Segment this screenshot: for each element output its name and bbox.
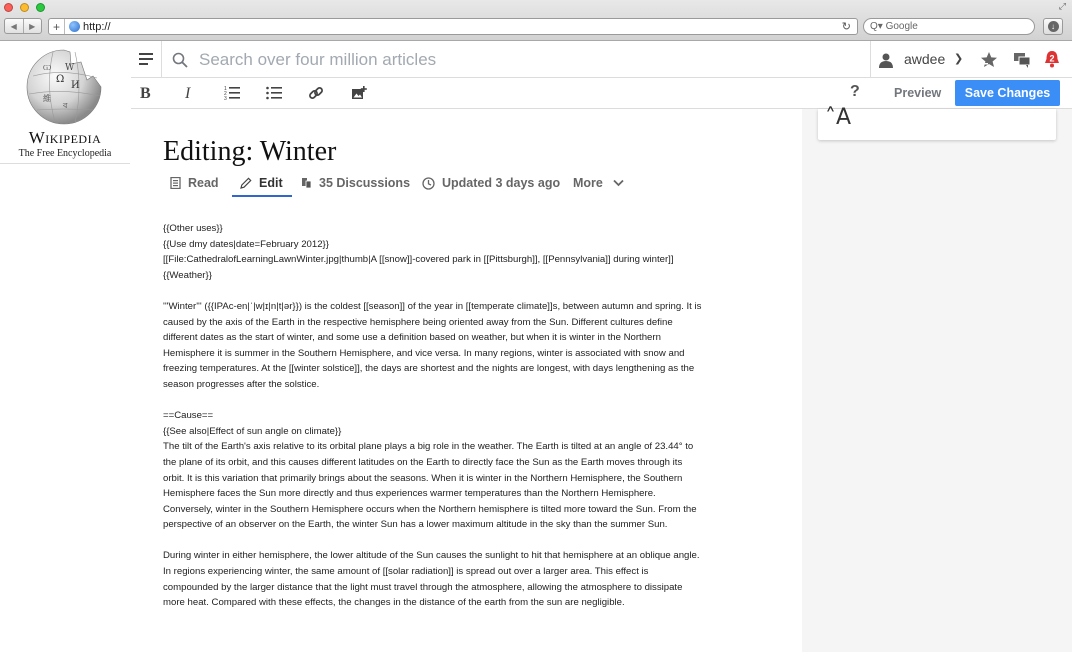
close-window-button[interactable] — [4, 3, 13, 12]
minimize-window-button[interactable] — [20, 3, 29, 12]
preview-button[interactable]: Preview — [894, 86, 942, 100]
header-divider — [161, 41, 162, 78]
wikitext-paragraph: ==Cause== {{See also|Effect of sun angle on climate}} The tilt of the Earth's axis relative to its orbital plane plays a big role in the weather. The Earth is tilted at an angle of 23.44° to the plane of its orbit, and this causes different latitudes on the Earth to directly face the Sun as the Earth moves through its orbit. It is this variation that primarily brings about the seasons. When it is winter in the Northern Hemisphere, the Southern Hemisphere faces the Sun more directly and thus experiences warmer temperatures than the Northern Hemisphere. Conversely, winter in the Southern Hemisphere occurs when the Northern hemisphere is tilted more toward the Sun. From the perspective of an observer on the Earth, the winter Sun has a lower maximum altitude in the sky than the summer Sun. — [163, 410, 697, 531]
svg-text:W: W — [65, 63, 75, 73]
svg-text:2: 2 — [1049, 53, 1055, 64]
address-bar[interactable] — [48, 18, 858, 35]
chevron-down-icon[interactable]: ❯ — [954, 52, 964, 65]
history-buttons — [4, 18, 42, 34]
language-card[interactable] — [818, 105, 1056, 140]
zoom-window-button[interactable] — [36, 3, 45, 12]
language-icon: ˄A — [825, 105, 852, 130]
help-button[interactable]: ? — [850, 83, 860, 100]
wikitext-paragraph: {{Other uses}} {{Use dmy dates|date=February 2012}} [[File:CathedralofLearningLawnWinter.jpg|thumb|A [[snow]]-covered park in [[Pittsburgh]], [[Pennsylvania]] during winter]] {{Weather}} — [163, 223, 674, 281]
edit-toolbar — [131, 78, 1072, 109]
right-sidebar — [802, 109, 1072, 652]
italic-button[interactable]: I — [185, 85, 191, 102]
bold-button[interactable]: B — [140, 85, 151, 102]
svg-text:ব: ব — [63, 101, 68, 110]
wikitext-editor[interactable] — [163, 221, 703, 652]
header-divider — [870, 41, 871, 78]
url-text[interactable]: http:// — [83, 20, 111, 33]
svg-text:維: 維 — [43, 94, 51, 103]
svg-text:И: И — [71, 80, 80, 91]
download-icon: ↓ — [1048, 21, 1059, 32]
svg-text:3: 3 — [224, 96, 227, 101]
svg-text:Ω: Ω — [56, 74, 65, 85]
search-input[interactable] — [199, 48, 759, 72]
read-icon — [170, 177, 181, 189]
downloads-button[interactable] — [1043, 18, 1063, 35]
insert-image-icon[interactable] — [351, 85, 367, 101]
wikipedia-wordmark: Wikipedia — [28, 128, 102, 147]
talk-icon[interactable] — [1013, 51, 1031, 69]
tab-read[interactable]: Read — [170, 176, 219, 190]
tab-more[interactable]: More — [573, 176, 631, 190]
wikipedia-tagline: The Free Encyclopedia — [18, 148, 112, 159]
chevron-down-icon — [613, 179, 624, 187]
clock-icon — [422, 177, 435, 190]
back-button[interactable]: ◀ — [10, 21, 17, 31]
pencil-icon — [240, 177, 252, 189]
notifications-badge-icon[interactable] — [1043, 50, 1061, 68]
save-changes-button[interactable]: Save Changes — [955, 80, 1060, 106]
tab-history[interactable]: Updated 3 days ago — [422, 176, 560, 190]
numbered-list-icon[interactable] — [224, 85, 240, 101]
active-tab-underline — [232, 195, 292, 197]
puzzle-globe-icon — [23, 46, 105, 128]
wikitext-paragraph: During winter in either hemisphere, the lower altitude of the Sun causes the sunlight to hit that hemisphere at an oblique angle. In regions experiencing winter, the same amount of [[solar radiation]] is spread out over a larger area. This effect is compounded by the larger distance that the light must travel through the atmosphere, allowing the atmosphere to dissipate more heat. Compared with these effects, the changes in the distance of the earth from the sun are negligible. — [163, 550, 700, 609]
browser-toolbar — [0, 0, 1072, 41]
fullscreen-icon[interactable]: ⤢ — [1058, 2, 1066, 12]
svg-text:1: 1 — [224, 86, 227, 92]
reload-icon[interactable]: ↻ — [841, 20, 851, 33]
menu-icon[interactable] — [139, 53, 153, 66]
page-title: Editing: Winter — [163, 136, 337, 167]
header-bar — [131, 41, 1072, 78]
watchlist-icon[interactable] — [980, 51, 998, 69]
forward-button[interactable]: ▶ — [23, 19, 42, 33]
user-icon[interactable] — [878, 52, 894, 68]
wikitext-paragraph: '''Winter''' ({{IPAc-en|ˈ|w|ɪ|n|t|ər}}) is the coldest [[season]] of the year in [[temperate climate]]s, between autumn and spring. It is caused by the axis of the Earth in the respective hemisphere being oriented away from the Sun. Different cultures define different dates as the start of winter, and some use a definition based on weather, but when it is winter in the Northern Hemisphere it is summer in the Southern Hemisphere, and vice versa. In many regions, winter is associated with snow and freezing temperatures. At the [[winter solstice]], the days are shortest and the nights are longest, with days lengthening as the season progresses after the solstice. — [163, 300, 702, 390]
globe-icon — [69, 21, 80, 32]
add-bookmark-button[interactable]: + — [49, 19, 65, 34]
discussions-icon — [301, 177, 312, 189]
username[interactable]: awdee — [904, 51, 946, 67]
wikipedia-logo[interactable] — [0, 41, 130, 164]
tab-edit[interactable]: Edit — [240, 176, 283, 190]
search-icon — [172, 52, 188, 68]
browser-search-field[interactable]: Q▾ Google — [863, 18, 1035, 35]
svg-text:Ѡ: Ѡ — [43, 64, 52, 72]
svg-text:2: 2 — [224, 91, 227, 97]
bulleted-list-icon[interactable] — [266, 85, 282, 101]
link-icon[interactable] — [308, 85, 324, 101]
tab-discussions[interactable]: 35 Discussions — [301, 176, 410, 190]
